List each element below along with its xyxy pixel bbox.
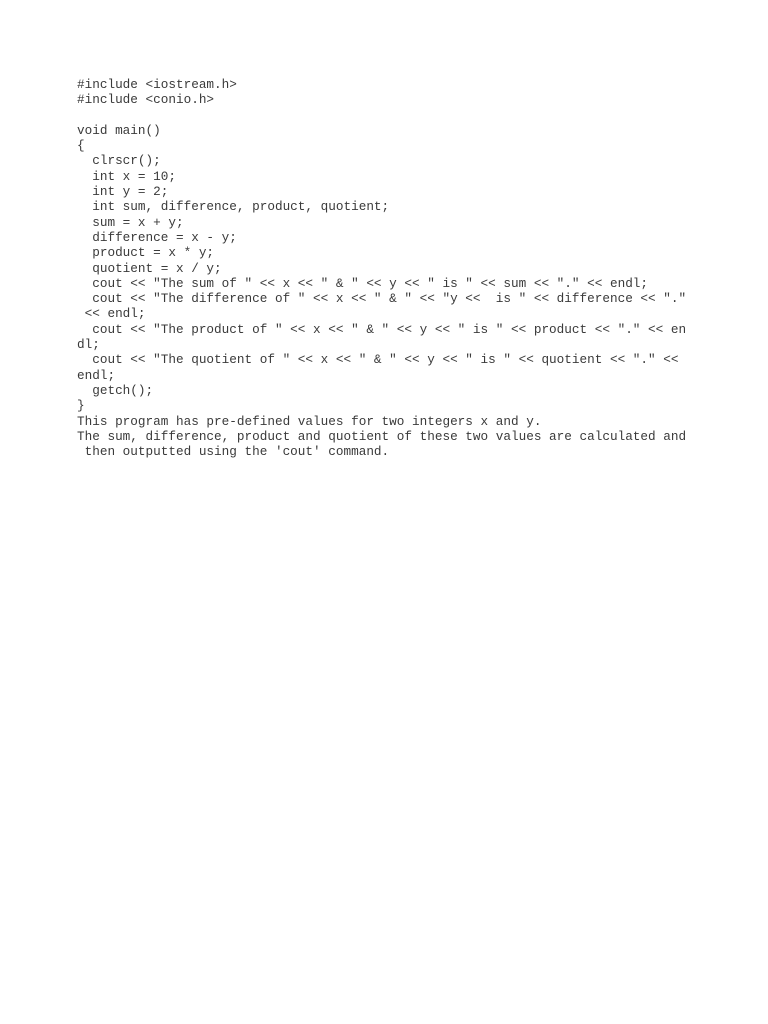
code-line-open-brace: {	[77, 138, 85, 154]
description-line-1: This program has pre-defined values for two integers x and y.	[77, 413, 542, 429]
code-line-include-iostream: #include <iostream.h>	[77, 77, 237, 92]
code-line-getch: getch();	[77, 382, 154, 398]
code-line-clrscr: clrscr();	[77, 153, 161, 169]
code-line-cout-product-wrap: dl;	[77, 337, 100, 353]
code-line-main-signature: void main()	[77, 122, 161, 138]
code-line-cout-difference: cout << "The difference of " << x << " & " << "y << is " << difference << "."	[77, 291, 687, 307]
code-line-quotient: quotient = x / y;	[77, 260, 222, 276]
code-line-cout-quotient: cout << "The quotient of " << x << " & " << y << " is " << quotient << "." <<	[77, 352, 679, 368]
code-line-int-y: int y = 2;	[77, 184, 169, 200]
description-line-2: The sum, difference, product and quotient of these two values are calculated and	[77, 428, 687, 444]
code-line-close-brace: }	[77, 398, 85, 414]
code-line-include-conio: #include <conio.h>	[77, 92, 215, 108]
code-line-sum: sum = x + y;	[77, 214, 184, 230]
code-line-cout-difference-wrap: << endl;	[77, 306, 146, 322]
code-line-product: product = x * y;	[77, 245, 215, 261]
code-line-cout-quotient-wrap: endl;	[77, 367, 116, 383]
blank-line	[77, 108, 717, 123]
description-line-3: then outputted using the 'cout' command.	[77, 444, 390, 460]
code-listing	[77, 77, 717, 459]
code-line-cout-sum: cout << "The sum of " << x << " & " << y << " is " << sum << "." << endl;	[77, 275, 649, 291]
code-line-int-x: int x = 10;	[77, 168, 176, 184]
code-line-cout-product: cout << "The product of " << x << " & " << y << " is " << product << "." << en	[77, 321, 687, 337]
code-line-difference: difference = x - y;	[77, 229, 237, 245]
code-line-declarations: int sum, difference, product, quotient;	[77, 199, 390, 215]
